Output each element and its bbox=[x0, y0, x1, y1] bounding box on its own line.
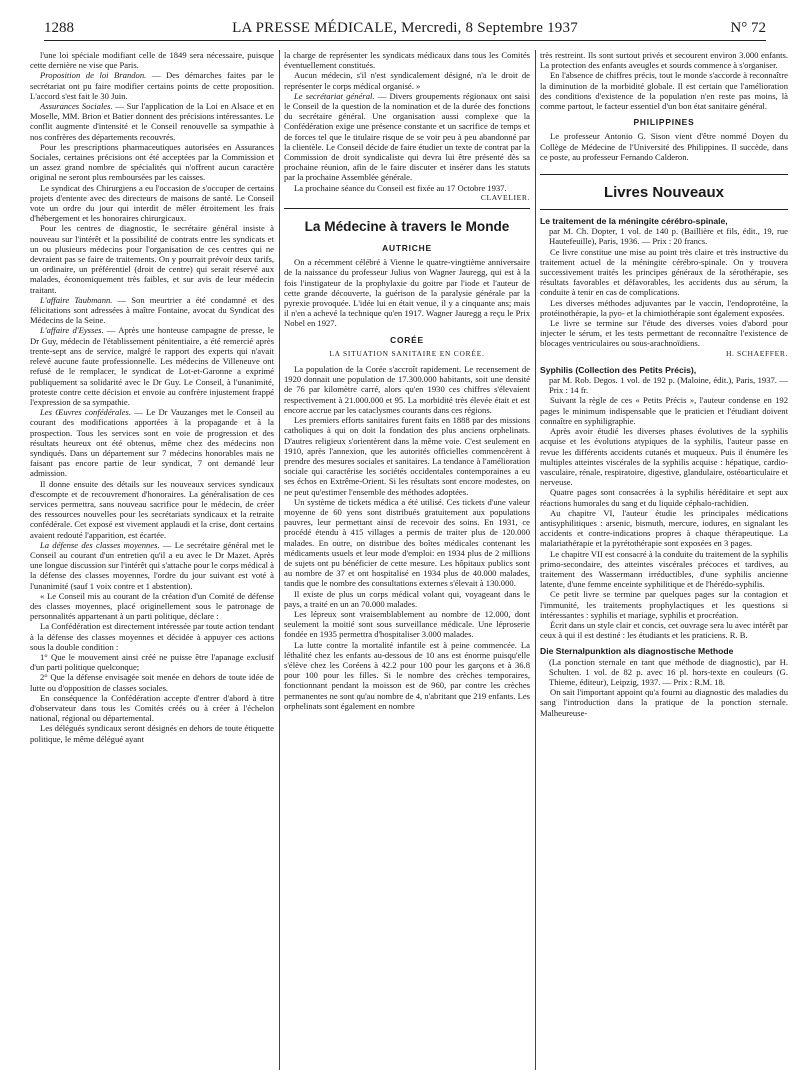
paragraph: Le chapitre VII est consacré à la conduite du traitement de la syphilis primo-secondaire, des atteintes viscérales précoces et tardives, au traitement des Wassermann irréductibles, d'une syphilis ancienne latente, d'une femme enceinte syphilitique et de l'hérédo-syphilis. bbox=[540, 548, 788, 590]
subheading-coree: LA SITUATION SANITAIRE EN CORÉE. bbox=[329, 348, 485, 358]
paragraph: Pour les prescriptions pharmaceutiques autorisées en Assurances Sociales, certaines précisions ont été acceptées par la Commission et un assez grand nombre de spécialités qui n'offrent aucun caractère original ne seront plus remboursées par les caisses. bbox=[30, 141, 274, 183]
book-review bbox=[540, 646, 788, 717]
paragraph: La lutte contre la mortalité infantile est à peine commencée. La léthalité chez les enfants au-dessous de 10 ans est énorme puisqu'elle s'élève chez les Coréens à 42.2 pour 100 pour les garçons et à 36.8 pour 100 pour les filles. Si le nombre des crèches temporaires, fonctionnant pendant la moisson est de 960, par contre les crèches permanentes ne sont qu'au nombre de 4, n'abritant que 219 enfants. Les orphelinats sont également en nombre bbox=[284, 639, 530, 711]
article-philippines bbox=[540, 131, 788, 162]
issue-number: N° 72 bbox=[730, 20, 766, 36]
paragraph bbox=[30, 325, 274, 407]
paragraph: Pour les centres de diagnostic, le secrétaire général insiste à nouveau sur l'intérêt et la possibilité de contrats entre les syndicats et un ou plusieurs médecins pour l'organisation de ces centres qui ne devraient pas se faire de traitements. On y pourrait prévoir deux tarifs, un ordinaire, un préférentiel (droit de centre) qui serait réservé aux malades, économiquement très faibles, et sur avis de leur médecin traitant. bbox=[30, 223, 274, 295]
book-title: Le traitement de la méningite cérébro-spinale, bbox=[540, 216, 728, 227]
paragraph-lead: L'affaire Taubmann. bbox=[40, 294, 113, 305]
section-title-medecine-monde: La Médecine à travers le Monde bbox=[304, 219, 510, 235]
article-coree bbox=[284, 364, 530, 711]
paragraph-text: — Sur l'application de la Loi en Alsace et en Moselle, MM. Brion et Batier donnent des précisions intéressantes. Le conflit augmente d'intensité et le Conseil renouvelle sa sympathie à nos confrères des départements recouvrés. bbox=[30, 101, 274, 142]
paragraph: la charge de représenter les syndicats médicaux dans tous les Comités éventuellement constitués. bbox=[284, 50, 530, 71]
paragraph: Les délégués syndicaux seront désignés en dehors de toute étiquette politique, le même délégué ayant bbox=[30, 723, 274, 744]
paragraph-text: — Le Dr Vauzanges met le Conseil au courant des modifications apportées à la propagande et à la prospection. Tous les services sont en voie de progression et des résultats heureux ont été obtenus, même chez des médecins non syndiqués. Dans un département sur 7 médecins honorables mais ne faisant pas encore partie de leur syndicat, 7 ont demandé leur admission. bbox=[30, 407, 274, 479]
paragraph: On sait l'important appoint qu'a fourni au diagnostic des maladies du sang l'introduction dans la pratique de la ponction sternale. Malheureuse- bbox=[540, 687, 788, 718]
book-review bbox=[540, 365, 788, 640]
section-rule bbox=[284, 208, 530, 209]
paragraph: Après avoir étudié les diverses phases évolutives de la syphilis acquise et les évolutions atypiques de la syphilis, l'auteur passe en revue les différents accidents cutanés et muqueux. Puis il énumère les multiples atteintes viscérales de la syphilis acquise : hépatique, cardio-vasculaire, rénale, respiratoire, digestive, glandulaire, ostéoarticulaire et nerveuse. bbox=[540, 426, 788, 488]
paragraph-lead: Proposition de loi Brandon. bbox=[40, 70, 147, 81]
paragraph: 2° Que la défense envisagée soit menée en dehors de toute idée de lutte ou d'opposition de classes sociales. bbox=[30, 672, 274, 693]
section-title-livres-nouveaux: Livres Nouveaux bbox=[603, 184, 725, 202]
country-heading-autriche: AUTRICHE bbox=[382, 243, 432, 254]
paragraph-lead: Le secrétariat général. bbox=[294, 90, 375, 101]
paragraph bbox=[30, 407, 274, 478]
country-heading-philippines: PHILIPPINES bbox=[633, 117, 695, 128]
paragraph: Ce petit livre se termine par quelques pages sur la contagion et l'immunité, les traitements prophylactiques et les questions si intéressantes : syphilis et mariage, syphilis et procréation. bbox=[540, 589, 788, 620]
paragraph-lead: Les Œuvres confédérales. bbox=[40, 407, 131, 418]
paragraph: Il donne ensuite des détails sur les nouveaux services syndicaux d'escompte et de recouvrement d'honoraires. La généralisation de ces services permettra, sans nouveau sacrifice pour le médecin, de créer des ressources nouvelles pour les secrétariats syndicaux et la retraite confédérale. Cet exposé est vivement applaudi et la crise, dont certains avaient redouté l'apparition, est écartée. bbox=[30, 478, 274, 540]
book-reference bbox=[540, 216, 788, 226]
column-middle bbox=[284, 50, 530, 1082]
paragraph: Le livre se termine sur l'étude des diverses voies d'abord pour injecter le sérum, et les tests permettant de reconnaître l'existence de blocages ventriculaires ou sous-arachnoïdiens. bbox=[540, 318, 788, 349]
book-title: Syphilis (Collection des Petits Précis), bbox=[540, 364, 697, 375]
paragraph: En conséquence la Confédération accepte d'entrer d'abord à titre d'observateur dans tous les Comités créés ou à créer à l'échelon national, régional ou départemental. bbox=[30, 692, 274, 724]
paragraph: Les premiers efforts sanitaires furent faits en 1888 par des missions catholiques à qui on doit la fondation des plus anciens orphelinats. D'autres religieux s'orientèrent dans la même voie. C'est seulement en 1910, après l'annexion, que les autorités officielles commencèrent à prendre des mesures sociales et sanitaires. La tendance à l'amélioration sociale qui caractérise les sociétés occidentales contemporaines a eu ses échos en Extrême-Orient. Si les résultats sont encore modestes, on ne peut qu'estimer l'ensemble des méthodes adoptées. bbox=[284, 415, 530, 497]
section-rule bbox=[540, 209, 788, 210]
reviewer-signature: H. SCHAEFFER. bbox=[725, 348, 788, 358]
paragraph: Écrit dans un style clair et concis, cet ouvrage sera lu avec intérêt par ceux à qui il est destiné : les étudiants et les praticiens. R. B. bbox=[540, 619, 788, 641]
paragraph: Il existe de plus un corps médical volant qui, voyageant dans le pays, a traité en un an 70.000 malades. bbox=[284, 588, 530, 609]
paragraph: Ce livre constitue une mise au point très claire et très instructive du traitement actuel de la méningite cérébro-spinale. On y trouvera successivement traités les principes généraux de la sérothérapie, ses résultats favorables et défavorables, les accidents dus au sérum, la conduite à tenir en cas de complications. bbox=[540, 246, 788, 298]
book-reviews bbox=[540, 216, 788, 718]
column-divider bbox=[279, 50, 280, 1070]
paragraph: Un système de tickets médica a été utilisé. Ces tickets d'une valeur moyenne de 60 yens sont distribués gratuitement aux populations pauvres, leur permettant ainsi de recevoir des soins. En 1931, ce procédé étendu à 415 villages a permis de traiter plus de 120.000 malades. En outre, on distribue des boîtes médicales contenant les médicaments usuels et leur mode d'emploi: en 1934 plus de 2 millions de sujets ont pu bénéficier de cette mesure. Les hôpitaux publics sont au nombre de 37 et ont hospitalisé en 1934 plus de 40.000 malades, tandis que le nombre des consultations externes s'élevait à 130.000. bbox=[284, 496, 530, 589]
paragraph: La population de la Corée s'accroît rapidement. Le recensement de 1920 donnait une population de 17.300.000 habitants, soit une densité de 76 par kilomètre carré, alors qu'en 1930 ces chiffres s'élevaient respectivement à 21.000.000 et 95. La morbidité très élevée était et est encore accrue par les cataclysmes courants dans ces régions. bbox=[284, 364, 530, 415]
journal-title: LA PRESSE MÉDICALE, Mercredi, 8 Septembre 1937 bbox=[232, 20, 578, 36]
paragraph: En l'absence de chiffres précis, tout le monde s'accorde à reconnaître la diminution de la morbidité globale. Il est certain que l'amélioration des conditions d'existence de la population n'en reste pas moins, là comme partout, le facteur essentiel d'un bon état sanitaire général. bbox=[540, 70, 788, 112]
paragraph: La prochaine séance du Conseil est fixée au 17 Octobre 1937. bbox=[294, 182, 507, 193]
paragraph: très restreint. Ils sont surtout privés et secourent environ 3.000 enfants. La protection des enfants aveugles et sourds commence à s'organiser. bbox=[540, 50, 788, 71]
book-reference bbox=[540, 365, 788, 375]
column-right bbox=[540, 50, 788, 1082]
paragraph: On a récemment célébré à Vienne le quatre-vingtième anniversaire de la naissance du professeur Julius von Wagner Jauregg, qui est à la fois l'instigateur de la prophylaxie du goitre par l'iode et l'auteur de cette grande découverte, la guérison de la paralysie générale par la pyrexie provoquée. L'idée lui en était venue, il y a cinquante ans; mais il n'en a achevé la technique qu'en 1917. Wagner Jauregg a reçu le Prix Nobel en 1927. bbox=[284, 257, 530, 329]
column-divider bbox=[535, 50, 536, 1070]
column-left bbox=[30, 50, 274, 1082]
paragraph-lead: L'affaire d'Eysses. bbox=[40, 325, 104, 336]
paragraph: Suivant la règle de ces « Petits Précis », l'auteur condense en 192 pages le minimum indispensable que le praticien et l'étudiant doivent connaître en syphiligraphie. bbox=[540, 395, 788, 426]
paragraph: Au chapitre VI, l'auteur étudie les principales médications antisyphilitiques : arsenic, bismuth, mercure, iodures, en signalant les accidents et contre-indications propres à chaque thérapeutique. La malariathérapie et la pyrétothérapie sont exposées en 3 pages. bbox=[540, 507, 788, 549]
book-publication-details: (La ponction sternale en tant que méthode de diagnostic), par H. Schulten. 1 vol. de 82 p. avec 16 pl. hors-texte en couleurs (G. Thieme, éditeur), Leipzig, 1937. — Prix : R.M. 18. bbox=[549, 656, 788, 687]
book-publication-details: par M. Rob. Degos. 1 vol. de 192 p. (Maloine, édit.), Paris, 1937. — Prix : 14 fr. bbox=[549, 375, 788, 396]
paragraph-lead: La défense des classes moyennes. bbox=[40, 539, 160, 550]
paragraph-text: — Après une honteuse campagne de presse, le Dr Guy, médecin de l'établissement pénitentiaire, a été remercié après trente-sept ans de service, malgré le rapport des experts qui n'avait relevé aucune faute professionnelle. Les médecins de Villeneuve ont refusé de le remplacer, le syndicat de Lot-et-Garonne a exprimé publiquement sa solidarité avec le Dr Guy. Le Conseil, à l'unanimité, proteste contre cette décision et envoie au confrère injustement frappé l'expression de sa sympathie. bbox=[30, 325, 274, 407]
paragraph: La Confédération est directement intéressée par toute action tendant à la défense des classes moyennes et décidée à appuyer ces actions sous la double condition : bbox=[30, 621, 274, 652]
paragraph-text: — Divers groupements régionaux ont saisi le Conseil de la question de la nomination et de la durée des fonctions du secrétaire général. Une organisation aussi complexe que la Confédération exige une présence constante et un sacrifice de temps et de forces tel que le titulaire risque de se voir peu à peu abandonné par la clientèle. Le Conseil décide de faire étudier un texte de contrat par la Commission de droit syndicaliste qui devra lui être présenté dès sa prochaine réunion, afin de le faire discuter et insérer dans les statuts par la prochaine Assemblée générale. bbox=[284, 90, 530, 183]
page-header bbox=[44, 20, 766, 41]
book-title: Die Sternalpunktion als diagnostische Methode bbox=[540, 646, 734, 657]
paragraph-lead: Assurances Sociales. bbox=[40, 101, 113, 112]
paragraph bbox=[30, 70, 274, 101]
paragraph-text: — Son meurtrier a été condamné et des félicitations sont adressées à maître Fontaine, avocat du Syndicat des Médecins de la Seine. bbox=[30, 294, 274, 326]
page-number: 1288 bbox=[44, 20, 74, 36]
paragraph bbox=[30, 540, 274, 591]
paragraph: « Le Conseil mis au courant de la création d'un Comité de défense des classes moyennes, placé originellement sous le patronage de personnalités appartenant à un parti politique, déclare : bbox=[30, 590, 274, 622]
book-publication-details: par M. Ch. Dopter, 1 vol. de 140 p. (Baillière et fils, édit., 19, rue Hautefeuille), Paris, 1936. — Prix : 20 francs. bbox=[549, 226, 788, 247]
section-rule bbox=[540, 174, 788, 175]
paragraph-text: — Des démarches faites par le secrétariat ont pu faire modifier certains points de cette proposition. L'accord s'est fait le 30 Juin. bbox=[30, 70, 274, 101]
paragraph: Aucun médecin, s'il n'est syndicalement désigné, n'a le droit de représenter le corps médical organisé. » bbox=[284, 70, 530, 91]
paragraph: Le professeur Antonio G. Sison vient d'être nommé Doyen du Collège de Médecine de l'Université des Philippines. Il succède, dans ce poste, au professeur Fernando Calderon. bbox=[540, 131, 788, 162]
book-reference bbox=[540, 646, 788, 656]
paragraph: Les diverses méthodes adjuvantes par le vaccin, l'endoprotéine, la protéinothérapie, la pyo- et la chimiothérapie sont également exposées. bbox=[540, 297, 788, 318]
paragraph: Quatre pages sont consacrées à la syphilis héréditaire et sept aux réactions humorales du sang et du liquide céphalo-rachidien. bbox=[540, 487, 788, 508]
country-heading-coree: CORÉE bbox=[390, 334, 424, 345]
paragraph: Le syndicat des Chirurgiens a eu l'occasion de s'occuper de certains projets d'entente avec des directeurs de maisons de santé. Le Conseil vote un ordre du jour qui interdit de mêler étroitement les frais d'hébergement et les honoraires chirurgicaux. bbox=[30, 182, 274, 224]
paragraph bbox=[30, 295, 274, 326]
paragraph: l'une loi spéciale modifiant celle de 1849 sera nécessaire, puisque cette dernière ne vise que Paris. bbox=[30, 50, 274, 71]
paragraph bbox=[284, 91, 530, 183]
paragraph bbox=[30, 101, 274, 142]
book-review bbox=[540, 216, 788, 359]
article-continuation bbox=[540, 50, 788, 111]
article-continuation bbox=[284, 50, 530, 193]
paragraph-text: — Le secrétaire général met le Conseil au courant d'un entretien qu'il a eu avec le Dr Mazet. Après une longue discussion sur l'intérêt qui s'attache pour le corps médical à la défense des classes moyennes, l'ordre du jour suivant est voté à l'unanimité (sauf 1 voix contre et 1 abstention). bbox=[30, 539, 274, 591]
paragraph: Les lépreux sont vraisemblablement au nombre de 12.000, dont seulement la moitié sont sous surveillance médicale. Une léproserie fondée en 1935 permettra d'hospitaliser 3.000 malades. bbox=[284, 608, 530, 640]
article-autriche bbox=[284, 257, 530, 328]
paragraph: 1° Que le mouvement ainsi créé ne puisse être l'apanage exclusif d'un parti politique quelconque; bbox=[30, 651, 274, 673]
signature: CLAVELIER. bbox=[480, 192, 530, 202]
